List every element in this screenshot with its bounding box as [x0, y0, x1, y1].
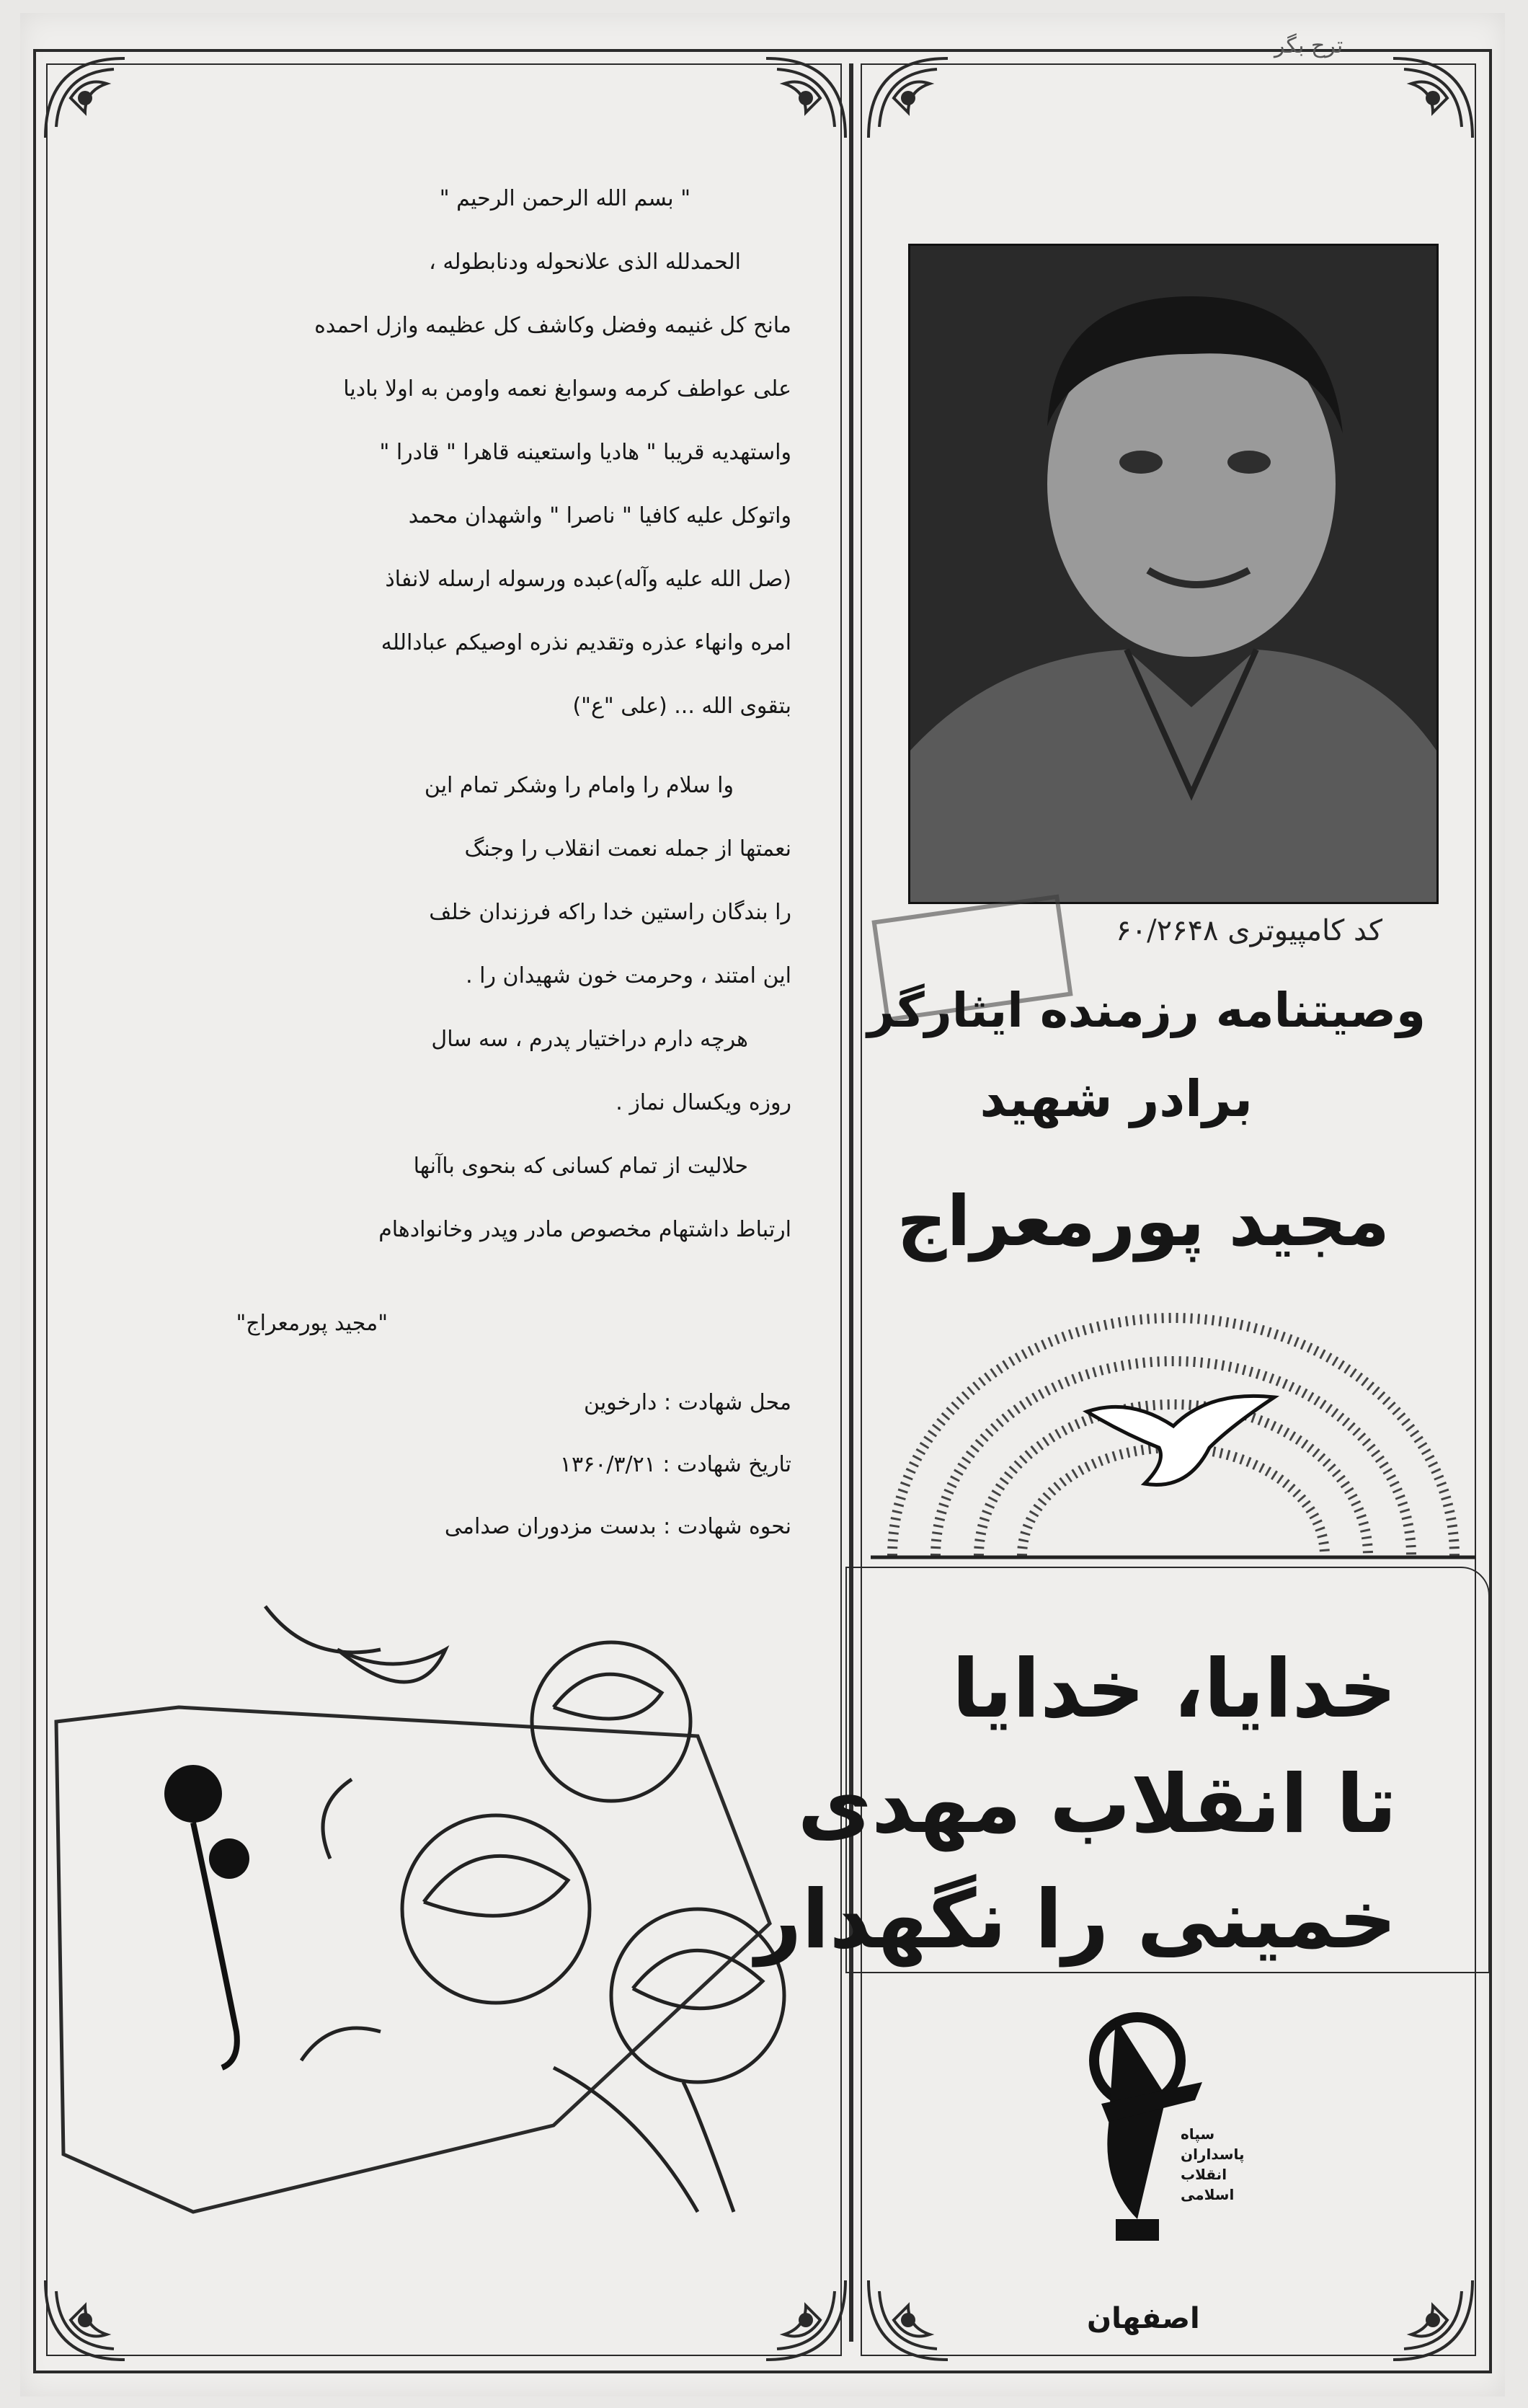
slogan-line: خمینی را نگهدار — [755, 1873, 1397, 1967]
will-line: واتوکل علیه کافیا " ناصرا " واشهدان محمد — [408, 503, 791, 528]
will-line: علی عواطف کرمه وسوابغ نعمه واومن به اولا بادیا — [343, 376, 791, 402]
handwritten-note: ترح بگر — [1274, 33, 1343, 58]
computer-code: کد کامپیوتری ۶۰/۲۶۴۸ — [1116, 914, 1382, 947]
emblem-icon — [1058, 2003, 1260, 2248]
will-title: وصیتنامه رزمنده ایثارگر — [867, 983, 1426, 1038]
will-line: وا سلام را وامام را وشکر تمام این — [424, 773, 734, 798]
irgc-emblem — [1058, 2003, 1260, 2248]
will-line: مانح کل غنیمه وفضل وکاشف کل عظیمه وازل احمده — [314, 313, 791, 338]
ornament-top-center — [727, 55, 849, 141]
will-line: بتقوی الله ... (علی "ع") — [572, 694, 791, 719]
ornament-bottom-center — [727, 2277, 849, 2363]
portrait-image — [910, 246, 1436, 902]
will-line: (صل الله علیه وآله)عبده ورسوله ارسله لانفاذ — [385, 567, 791, 592]
emblem-text-4: اسلامی — [1181, 2186, 1235, 2203]
signature-name: "مجید پورمعراج" — [236, 1311, 388, 1336]
emblem-text-3: انقلاب — [1181, 2166, 1227, 2183]
ornament-bottom-right — [1354, 2277, 1476, 2363]
will-line: روزه ویکسال نماز . — [616, 1090, 791, 1115]
ornament-top-right-panel-left — [865, 55, 987, 141]
ornament-bottom-right-panel-left — [865, 2277, 987, 2363]
will-line: ارتباط داشتهام مخصوص مادر وپدر وخانوادهام — [378, 1217, 791, 1242]
martyrdom-place: محل شهادت : دارخوین — [584, 1390, 791, 1415]
city-label: اصفهان — [1087, 2302, 1200, 2335]
brother-martyr-label: برادر شهید — [980, 1069, 1253, 1128]
will-line: را بندگان راستین خدا راکه فرزندان خلف — [429, 900, 791, 925]
slogan-line: خدایا، خدایا — [951, 1642, 1397, 1736]
martyrdom-date: تاریخ شهادت : ۱۳۶۰/۳/۲۱ — [559, 1452, 791, 1477]
dove-rainbow-illustration — [871, 1289, 1476, 1563]
martyrdom-manner: نحوه شهادت : بدست مزدوران صدامی — [444, 1514, 791, 1539]
will-line: واستهدیه قریبا " هادیا واستعینه قاهرا " قادرا " — [379, 440, 791, 465]
slogan-line: تا انقلاب مهدی — [797, 1758, 1397, 1851]
will-line: این امتند ، وحرمت خون شهیدان را . — [466, 963, 791, 988]
ornament-bottom-left — [42, 2277, 164, 2363]
center-divider — [849, 63, 853, 2342]
will-line: الحمدلله الذی علانحوله ودنابطوله ، — [429, 249, 741, 275]
will-line: امره وانهاء عذره وتقدیم نذره اوصیکم عبادالله — [381, 630, 791, 655]
will-leaflet — [20, 13, 1505, 2396]
emblem-text-1: سپاه — [1181, 2125, 1215, 2143]
ornament-top-left — [42, 55, 164, 141]
will-line: حلالیت از تمام کسانی که بنحوی باآنها — [413, 1154, 748, 1179]
ornament-top-right — [1354, 55, 1476, 141]
martyr-name: مجید پورمعراج — [897, 1181, 1390, 1262]
will-line: هرچه دارم دراختیار پدرم ، سه سال — [431, 1027, 748, 1052]
will-line: " بسم الله الرحمن الرحیم " — [439, 186, 690, 211]
emblem-text-2: پاسداران — [1181, 2146, 1245, 2163]
will-line: نعمتها از جمله نعمت انقلاب را وجنگ — [464, 836, 791, 862]
martyr-photo — [908, 244, 1439, 904]
rose-illustration — [49, 1563, 813, 2248]
